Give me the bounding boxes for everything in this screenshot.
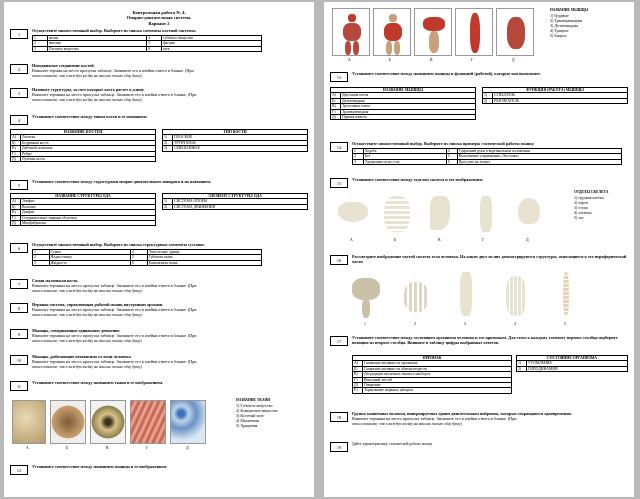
question-text: Рассмотрите изображение частей скелета тела человека. На каких двух из них демонстрируются структуры, относящиеся к его периферической части bbox=[352, 254, 627, 264]
muscle-image-a bbox=[332, 8, 370, 56]
question-note: записи помните, что в каждую ячейку вы вписали только одну букву). bbox=[32, 97, 143, 102]
image-letter: А bbox=[350, 238, 353, 242]
image-letter: Б bbox=[66, 446, 69, 450]
question-number: 19 bbox=[330, 442, 348, 452]
question-12 bbox=[10, 464, 308, 473]
variant: Вариант 2 bbox=[148, 20, 170, 26]
question-number: 18 bbox=[330, 412, 348, 422]
question-text: Установите соответствие между структурами опорно-двигательного аппарата и их названием. bbox=[32, 179, 212, 184]
image-letter: 3 bbox=[464, 322, 466, 326]
question-text: Мышцы, совершающие одинаковое движение. bbox=[32, 328, 121, 333]
skeleton-images bbox=[334, 192, 548, 236]
left-table: НАЗВАНИЕ СТРУКТУРЫ ОДА А) Эпифиз Б) Волокно В) Диафиз Г) Соединительно-тканная оболочка Д) Миофибриллы bbox=[10, 193, 156, 226]
question-note: записи помните, что в каждую ячейку вы вписали только одну букву). bbox=[32, 312, 143, 317]
image-letter: Д bbox=[526, 238, 529, 242]
question-number: 8 bbox=[10, 303, 28, 313]
image-letter: А bbox=[348, 58, 351, 62]
question-19 bbox=[330, 442, 628, 450]
image-letter: Д bbox=[512, 58, 515, 62]
muscle-image-d bbox=[455, 8, 493, 56]
right-table: ФУНКЦИЯ (РАБОТА) МЫШЦЫ 1) СГИБАТЕЛЬ 2) РАЗГИБАТЕЛЬ bbox=[482, 87, 628, 104]
skeleton-part-image-1 bbox=[348, 268, 384, 320]
options-table: 1 Ходьба 4 Удержание руки в вертикальном положении 2 Бег 5 Выполнение упражнения «Ласточка» 3 Удержание позы стоя 6 Прогулка на лыжах bbox=[352, 148, 622, 165]
left-table: НАЗВАНИЕ КОСТЕЙ А) Лопатка Б) Бедренная кость В) Дейтный позвонок Г) Ребро Д) Лучевая кость bbox=[10, 129, 156, 162]
question-13 bbox=[330, 71, 628, 120]
question-number: 1 bbox=[10, 29, 28, 39]
question-15 bbox=[330, 177, 628, 186]
question-7 bbox=[10, 279, 308, 294]
skeleton-image-a bbox=[334, 192, 372, 236]
muscle-image-c bbox=[414, 8, 452, 56]
skeleton-image-c bbox=[422, 192, 460, 236]
tissue-image-e bbox=[170, 400, 206, 444]
question-4 bbox=[10, 114, 308, 162]
question-11 bbox=[10, 380, 308, 389]
worksheet-page-2 bbox=[324, 2, 634, 497]
question-text: Установите соответствие между типом кости и ее названием. bbox=[32, 114, 148, 119]
question-instructions: Впишите термины на место пропуска таблице. Запишите его в ячейки ответа в бланке. (При bbox=[32, 282, 197, 288]
question-text: Назовите структуры, за счет которых кость растет в длину. bbox=[32, 87, 145, 92]
tissue-image-c bbox=[90, 400, 126, 444]
question-1 bbox=[10, 28, 308, 51]
right-table: ЭЛЕМЕНТ СТРУКТУРЫ ОДА 1) СИСТЕМА ОПОРЫ 2) СИСТЕМА ДВИЖЕНИЯ bbox=[162, 193, 308, 210]
tissue-image-b bbox=[50, 400, 86, 444]
image-letter: Б bbox=[394, 238, 397, 242]
skeleton-image-e bbox=[510, 192, 548, 236]
image-letter: 2 bbox=[414, 322, 416, 326]
question-instructions: Впишите термины на место пропуска таблице. Запишите его в ячейки ответа в бланке. (При bbox=[32, 91, 197, 97]
skeleton-part-images bbox=[348, 268, 584, 320]
left-table: НАЗВАНИЕ МЫШЦЫ А) Двуглавая плеча Б) Дельтовидная В) Трехглавая плеча Г) Трапециевидная Д) Прямая живота bbox=[330, 87, 476, 120]
question-number: 13 bbox=[330, 72, 348, 82]
skeleton-part-image-3 bbox=[448, 268, 484, 320]
question-text: Осуществите множественный выбор. Выберите из списка структурные элементы суставы: bbox=[32, 242, 205, 247]
question-number: 9 bbox=[10, 329, 28, 339]
question-note: записи помните, что в каждую ячейку вы вписали только одну букву). bbox=[32, 288, 143, 293]
question-number: 14 bbox=[330, 142, 348, 152]
worksheet-header bbox=[4, 10, 314, 26]
question-number: 16 bbox=[330, 255, 348, 265]
title: Контрольная работа № 4. bbox=[132, 10, 186, 15]
question-17 bbox=[330, 335, 628, 393]
question-instructions: Впишите термины на место пропуска таблице. Запишите его в ячейки ответа в бланке. (При bbox=[352, 415, 517, 421]
muscle-legend: НАЗВАНИЕ МЫШЦЫ 1) Грудные 2) Трапециевидная 3) Дельтовидная 4) Трицепс 5) Бицепс bbox=[550, 8, 589, 38]
image-letter: В bbox=[430, 58, 433, 62]
options-table: 1 Сумка 4 Эпистатные хрящи 2 Надкостница 5 Губчатая ткань 3 Жидкость 6 Компактная ткань bbox=[32, 249, 262, 266]
skeleton-legend: ОТДЕЛЫ СКЕЛЕТА 1) грудная клетка 2) череп 3) стопа 4) лопатка 5) таз bbox=[574, 190, 609, 220]
question-instructions: Впишите термин на место пропуска таблице. Запишите его в ячейки ответа в бланке. (При bbox=[32, 67, 194, 73]
question-18 bbox=[330, 412, 628, 427]
question-number: 17 bbox=[330, 336, 348, 346]
image-letter: Г bbox=[482, 238, 485, 242]
question-instructions: Впишите термины на место пропуска таблице. Запишите его в ячейки ответа в бланке. (При bbox=[32, 306, 197, 312]
question-14 bbox=[330, 141, 628, 164]
image-letter: Г bbox=[471, 58, 474, 62]
muscle-images bbox=[332, 8, 534, 56]
question-number: 4 bbox=[10, 115, 28, 125]
question-number: 3 bbox=[10, 88, 28, 98]
question-3 bbox=[10, 88, 308, 103]
question-10 bbox=[10, 355, 308, 370]
skeleton-image-d bbox=[466, 192, 504, 236]
question-text: Группа мышечных волокон, иннервируемых одним двигательным нейроном, которые сокращаются одновременно. bbox=[352, 411, 572, 416]
question-instructions: Впишите термины на место пропуска таблице. Запишите его в ячейки ответа в бланке. (При bbox=[32, 358, 197, 364]
question-9 bbox=[10, 329, 308, 344]
image-letter: В bbox=[106, 446, 109, 450]
question-text: Установите соответствие между названием ткани и ее изображением. bbox=[32, 380, 164, 385]
question-number: 12 bbox=[10, 465, 28, 475]
question-text: Нервная система, управляющая работой мышц внутренних органов. bbox=[32, 302, 164, 307]
question-2 bbox=[10, 64, 308, 79]
subtitle: Опорно-двигательная система. bbox=[126, 15, 192, 21]
question-text: Неподвижное соединение костей. bbox=[32, 63, 95, 68]
left-table: ПРИЗНАК А) Снижение активности организма Б) Снижение активности обмена веществ В) Деградация скелетных мышц и наоборот Г) Венозный застой Д) Ожирение Е) Торможение нервных центров bbox=[352, 355, 512, 394]
skeleton-part-image-2 bbox=[398, 268, 434, 320]
question-note: записи помните, что в каждую ячейку вы вписали только одну букву). bbox=[32, 338, 143, 343]
question-note: записи помните, что в каждую ячейку вы вписали только одну букву). bbox=[32, 73, 143, 78]
question-text: Установите соответствие между названием мышцы и ее изображением. bbox=[32, 464, 168, 469]
question-5 bbox=[10, 179, 308, 226]
image-letter: Б bbox=[389, 58, 392, 62]
question-number: 15 bbox=[330, 178, 348, 188]
options-table: 1 актин 4 губчатое вещество 2 миозин 5 фасция 3 Плотное вещество 6 шея bbox=[32, 35, 262, 52]
question-number: 11 bbox=[10, 381, 28, 391]
question-number: 6 bbox=[10, 243, 28, 253]
question-note: записи помните, что в каждую ячейку вы вписали только одну букву). bbox=[352, 421, 463, 426]
right-table: СОСТОЯНИЕ ОРГАНИЗМА 1) УТОМЛЕНИЕ 2) ГИПОДИНАМИЯ bbox=[516, 355, 628, 372]
skeleton-image-b bbox=[378, 192, 416, 236]
question-text: Установите соответствие между отделом скелета и его изображением bbox=[352, 177, 483, 182]
tissue-image-a bbox=[12, 400, 46, 444]
question-note: записи помните, что в каждую ячейку вы вписали только одну букву). bbox=[32, 364, 143, 369]
tissue-legend: НАЗВАНИЕ ТКАНИ 1) Губчатое вещество 2) Компактное вещество 3) Костный мозг 4) Мышечная 5) Хрящевая bbox=[236, 398, 278, 428]
skeleton-part-image-5 bbox=[548, 268, 584, 320]
image-letter: 1 bbox=[364, 322, 366, 326]
image-letter: 5 bbox=[564, 322, 566, 326]
image-letter: А bbox=[26, 446, 29, 450]
question-number: 7 bbox=[10, 279, 28, 289]
skeleton-part-image-4 bbox=[498, 268, 534, 320]
muscle-image-b bbox=[373, 8, 411, 56]
muscle-image-e bbox=[496, 8, 534, 56]
question-instructions: Впишите термины на место пропуска таблице. Запишите его в ячейки ответа в бланке. (При bbox=[32, 332, 197, 338]
question-number: 5 bbox=[10, 180, 28, 190]
question-text: Установите соответствие между названием мышцы и функцией (работой), которую она выполняет. bbox=[352, 71, 541, 76]
question-16 bbox=[330, 255, 628, 265]
question-8 bbox=[10, 303, 308, 318]
image-letter: В bbox=[438, 238, 441, 242]
tissue-images bbox=[12, 400, 206, 444]
question-text: Установите соответствие между состоянием организма человека и его признаком. Для этого к каждому элементу первого столбца подберите позицию из второго столбца. Впишите в таблицу цифры выбранных ответов. bbox=[352, 335, 618, 345]
question-number: 10 bbox=[10, 355, 28, 365]
question-6 bbox=[10, 242, 308, 265]
question-text: Осуществите множественный выбор. Выберите из списка примеры статической работы мышц: bbox=[352, 141, 535, 146]
right-table: ТИП КОСТИ 1) ПЛОСКИЕ 2) ТРУБЧАТЫЕ 3) СМЕШАННЫЕ bbox=[162, 129, 308, 152]
image-letter: 4 bbox=[514, 322, 516, 326]
question-text: Дайте характеристику статической работы мышц bbox=[352, 442, 432, 446]
question-number: 2 bbox=[10, 64, 28, 74]
question-text: Осуществите множественный выбор. Выберите из списка элементы костной системы: bbox=[32, 28, 197, 33]
question-text: Самая маленькая кость. bbox=[32, 278, 79, 283]
tissue-image-d bbox=[130, 400, 166, 444]
image-letter: Г bbox=[146, 446, 149, 450]
worksheet-page-1 bbox=[4, 2, 314, 497]
image-letter: Д bbox=[186, 446, 189, 450]
question-text: Мышцы, работающие независимо от воли человека. bbox=[32, 354, 132, 359]
